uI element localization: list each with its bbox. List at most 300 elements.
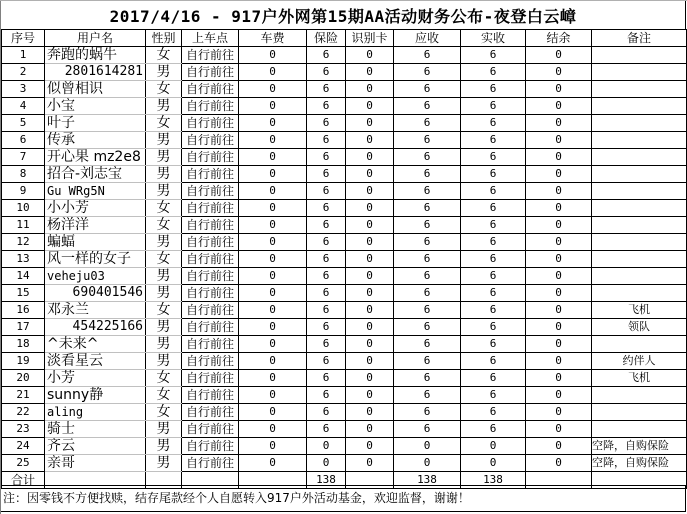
due-cell: 6: [394, 387, 461, 404]
received-cell: 6: [461, 336, 526, 353]
seq-cell: 5: [2, 115, 45, 132]
due-cell: 6: [394, 166, 461, 183]
gender-cell: 女: [146, 370, 182, 387]
balance-cell: 0: [526, 404, 592, 421]
remark-cell: 飞机: [592, 370, 687, 387]
username-cell: sunny静: [45, 387, 146, 404]
gender-cell: 女: [146, 302, 182, 319]
username-cell: aling: [45, 404, 146, 421]
due-cell: 6: [394, 302, 461, 319]
fare-cell: 0: [239, 81, 307, 98]
insurance-cell: 6: [307, 81, 346, 98]
due-cell: 6: [394, 251, 461, 268]
received-cell: 6: [461, 149, 526, 166]
username-cell: 骑士: [45, 421, 146, 438]
gender-cell: 男: [146, 438, 182, 455]
pickup-cell: 自行前往: [182, 455, 239, 472]
id-card-cell: 0: [346, 149, 394, 166]
seq-cell: 9: [2, 183, 45, 200]
balance-cell: 0: [526, 47, 592, 64]
gender-cell: 女: [146, 217, 182, 234]
table-row: [2, 149, 687, 166]
id-card-cell: 0: [346, 166, 394, 183]
username-cell: 淡看星云: [45, 353, 146, 370]
remark-cell: [592, 47, 687, 64]
col-header-id-card: 识别卡: [346, 30, 394, 47]
gender-cell: 女: [146, 200, 182, 217]
remark-cell: [592, 98, 687, 115]
balance-cell: 0: [526, 438, 592, 455]
insurance-cell: 0: [307, 438, 346, 455]
insurance-cell: 6: [307, 183, 346, 200]
balance-cell: 0: [526, 115, 592, 132]
col-header-gender: 性别: [146, 30, 182, 47]
id-card-cell: 0: [346, 455, 394, 472]
total-due: 138: [394, 472, 461, 489]
table-row: [2, 217, 687, 234]
pickup-cell: 自行前往: [182, 353, 239, 370]
id-card-cell: 0: [346, 268, 394, 285]
id-card-cell: 0: [346, 234, 394, 251]
table-row: [2, 421, 687, 438]
due-cell: 6: [394, 319, 461, 336]
received-cell: 6: [461, 115, 526, 132]
seq-cell: 20: [2, 370, 45, 387]
table-row: [2, 319, 687, 336]
balance-cell: 0: [526, 421, 592, 438]
col-header-fare: 车费: [239, 30, 307, 47]
remark-cell: 飞机: [592, 302, 687, 319]
username-cell: 690401546: [45, 285, 146, 302]
username-cell: 似曾相识: [45, 81, 146, 98]
insurance-cell: 6: [307, 353, 346, 370]
fare-cell: 0: [239, 319, 307, 336]
table-row: [2, 200, 687, 217]
pickup-cell: 自行前往: [182, 64, 239, 81]
remark-cell: [592, 234, 687, 251]
table-row: [2, 251, 687, 268]
username-cell: 招合-刘志宝: [45, 166, 146, 183]
received-cell: 6: [461, 285, 526, 302]
pickup-cell: 自行前往: [182, 200, 239, 217]
remark-cell: [592, 166, 687, 183]
fare-cell: 0: [239, 251, 307, 268]
gender-cell: 男: [146, 455, 182, 472]
gender-cell: 女: [146, 387, 182, 404]
id-card-cell: 0: [346, 336, 394, 353]
received-cell: 0: [461, 438, 526, 455]
id-card-cell: 0: [346, 370, 394, 387]
seq-cell: 13: [2, 251, 45, 268]
header-row: [2, 30, 687, 47]
insurance-cell: 6: [307, 285, 346, 302]
remark-cell: [592, 115, 687, 132]
col-header-balance: 结余: [526, 30, 592, 47]
fare-cell: 0: [239, 47, 307, 64]
total-received: 138: [461, 472, 526, 489]
username-cell: 杨洋洋: [45, 217, 146, 234]
remark-cell: 约伴人: [592, 353, 687, 370]
pickup-cell: 自行前往: [182, 98, 239, 115]
balance-cell: 0: [526, 64, 592, 81]
seq-cell: 7: [2, 149, 45, 166]
table-row: [2, 166, 687, 183]
seq-cell: 6: [2, 132, 45, 149]
id-card-cell: 0: [346, 183, 394, 200]
due-cell: 6: [394, 285, 461, 302]
insurance-cell: 6: [307, 234, 346, 251]
insurance-cell: 6: [307, 268, 346, 285]
id-card-cell: 0: [346, 353, 394, 370]
fare-cell: 0: [239, 302, 307, 319]
remark-cell: [592, 336, 687, 353]
username-cell: Gu WRg5N: [45, 183, 146, 200]
received-cell: 6: [461, 268, 526, 285]
totals-label: 合计: [2, 472, 45, 489]
username-cell: 奔跑的蜗牛: [45, 47, 146, 64]
pickup-cell: 自行前往: [182, 183, 239, 200]
due-cell: 6: [394, 234, 461, 251]
insurance-cell: 6: [307, 166, 346, 183]
fare-cell: 0: [239, 217, 307, 234]
seq-cell: 23: [2, 421, 45, 438]
seq-cell: 17: [2, 319, 45, 336]
sheet-title: 2017/4/16 - 917户外网第15期AA活动财务公布-夜登白云嶂: [1, 1, 686, 29]
gender-cell: 女: [146, 81, 182, 98]
fare-cell: 0: [239, 353, 307, 370]
insurance-cell: 6: [307, 200, 346, 217]
username-cell: veheju03: [45, 268, 146, 285]
received-cell: 6: [461, 166, 526, 183]
insurance-cell: 6: [307, 251, 346, 268]
seq-cell: 11: [2, 217, 45, 234]
table-row: [2, 183, 687, 200]
received-cell: 6: [461, 217, 526, 234]
balance-cell: 0: [526, 285, 592, 302]
remark-cell: [592, 421, 687, 438]
insurance-cell: 6: [307, 404, 346, 421]
username-cell: 邓永兰: [45, 302, 146, 319]
balance-cell: 0: [526, 200, 592, 217]
balance-cell: 0: [526, 387, 592, 404]
fare-cell: 0: [239, 455, 307, 472]
received-cell: 6: [461, 132, 526, 149]
id-card-cell: 0: [346, 132, 394, 149]
table-row: [2, 132, 687, 149]
due-cell: 6: [394, 336, 461, 353]
username-cell: 齐云: [45, 438, 146, 455]
balance-cell: 0: [526, 353, 592, 370]
table-row: [2, 268, 687, 285]
remark-cell: [592, 132, 687, 149]
balance-cell: 0: [526, 336, 592, 353]
gender-cell: 男: [146, 183, 182, 200]
fare-cell: 0: [239, 64, 307, 81]
received-cell: 6: [461, 251, 526, 268]
username-cell: 风一样的女子: [45, 251, 146, 268]
gender-cell: 男: [146, 421, 182, 438]
received-cell: 6: [461, 319, 526, 336]
remark-cell: [592, 268, 687, 285]
table-row: [2, 455, 687, 472]
due-cell: 6: [394, 183, 461, 200]
fare-cell: 0: [239, 387, 307, 404]
fare-cell: 0: [239, 149, 307, 166]
fare-cell: 0: [239, 404, 307, 421]
footer-note: 注：因零钱不方便找赎，结存尾款经个人自愿转入917户外活动基金，欢迎监督，谢谢！: [1, 485, 686, 512]
gender-cell: 女: [146, 251, 182, 268]
gender-cell: 男: [146, 64, 182, 81]
received-cell: 6: [461, 64, 526, 81]
col-header-insurance: 保险: [307, 30, 346, 47]
remark-cell: [592, 387, 687, 404]
table-row: [2, 98, 687, 115]
gender-cell: 男: [146, 234, 182, 251]
pickup-cell: 自行前往: [182, 370, 239, 387]
fare-cell: 0: [239, 268, 307, 285]
balance-cell: 0: [526, 98, 592, 115]
remark-cell: [592, 81, 687, 98]
due-cell: 0: [394, 455, 461, 472]
seq-cell: 8: [2, 166, 45, 183]
gender-cell: 男: [146, 98, 182, 115]
received-cell: 6: [461, 183, 526, 200]
gender-cell: 女: [146, 404, 182, 421]
due-cell: 6: [394, 64, 461, 81]
pickup-cell: 自行前往: [182, 47, 239, 64]
pickup-cell: 自行前往: [182, 336, 239, 353]
due-cell: 6: [394, 98, 461, 115]
total-insurance: 138: [307, 472, 346, 489]
received-cell: 6: [461, 404, 526, 421]
remark-cell: [592, 200, 687, 217]
insurance-cell: 6: [307, 98, 346, 115]
pickup-cell: 自行前往: [182, 234, 239, 251]
pickup-cell: 自行前往: [182, 115, 239, 132]
table-row: [2, 387, 687, 404]
due-cell: 6: [394, 268, 461, 285]
gender-cell: 男: [146, 285, 182, 302]
remark-cell: [592, 217, 687, 234]
fare-cell: 0: [239, 166, 307, 183]
seq-cell: 19: [2, 353, 45, 370]
seq-cell: 18: [2, 336, 45, 353]
seq-cell: 2: [2, 64, 45, 81]
due-cell: 6: [394, 132, 461, 149]
balance-cell: 0: [526, 302, 592, 319]
col-header-received: 实收: [461, 30, 526, 47]
balance-cell: 0: [526, 217, 592, 234]
username-cell: ^未来^: [45, 336, 146, 353]
id-card-cell: 0: [346, 387, 394, 404]
seq-cell: 24: [2, 438, 45, 455]
id-card-cell: 0: [346, 421, 394, 438]
balance-cell: 0: [526, 132, 592, 149]
seq-cell: 16: [2, 302, 45, 319]
pickup-cell: 自行前往: [182, 319, 239, 336]
due-cell: 6: [394, 217, 461, 234]
id-card-cell: 0: [346, 404, 394, 421]
table-row: [2, 404, 687, 421]
pickup-cell: 自行前往: [182, 404, 239, 421]
gender-cell: 男: [146, 336, 182, 353]
insurance-cell: 6: [307, 336, 346, 353]
username-cell: 传承: [45, 132, 146, 149]
remark-cell: 领队: [592, 319, 687, 336]
pickup-cell: 自行前往: [182, 421, 239, 438]
insurance-cell: 6: [307, 217, 346, 234]
pickup-cell: 自行前往: [182, 81, 239, 98]
due-cell: 6: [394, 370, 461, 387]
fare-cell: 0: [239, 438, 307, 455]
fare-cell: 0: [239, 132, 307, 149]
fare-cell: 0: [239, 200, 307, 217]
id-card-cell: 0: [346, 319, 394, 336]
balance-cell: 0: [526, 370, 592, 387]
fare-cell: 0: [239, 370, 307, 387]
col-header-due: 应收: [394, 30, 461, 47]
username-cell: 2801614281: [45, 64, 146, 81]
col-header-pickup: 上车点: [182, 30, 239, 47]
balance-cell: 0: [526, 166, 592, 183]
remark-cell: [592, 183, 687, 200]
fare-cell: 0: [239, 421, 307, 438]
pickup-cell: 自行前往: [182, 285, 239, 302]
table-row: [2, 285, 687, 302]
balance-cell: 0: [526, 183, 592, 200]
pickup-cell: 自行前往: [182, 387, 239, 404]
balance-cell: 0: [526, 234, 592, 251]
username-cell: 开心果 mz2e8: [45, 149, 146, 166]
pickup-cell: 自行前往: [182, 268, 239, 285]
insurance-cell: 6: [307, 319, 346, 336]
pickup-cell: 自行前往: [182, 149, 239, 166]
remark-cell: [592, 404, 687, 421]
seq-cell: 21: [2, 387, 45, 404]
received-cell: 6: [461, 200, 526, 217]
seq-cell: 12: [2, 234, 45, 251]
remark-cell: [592, 64, 687, 81]
finance-table: [1, 29, 687, 489]
gender-cell: 女: [146, 47, 182, 64]
col-header-seq: 序号: [2, 30, 45, 47]
remark-cell: [592, 285, 687, 302]
username-cell: 亲哥: [45, 455, 146, 472]
remark-cell: [592, 251, 687, 268]
gender-cell: 男: [146, 268, 182, 285]
table-row: [2, 302, 687, 319]
seq-cell: 25: [2, 455, 45, 472]
insurance-cell: 6: [307, 115, 346, 132]
received-cell: 0: [461, 455, 526, 472]
pickup-cell: 自行前往: [182, 438, 239, 455]
insurance-cell: 6: [307, 64, 346, 81]
due-cell: 6: [394, 115, 461, 132]
id-card-cell: 0: [346, 81, 394, 98]
id-card-cell: 0: [346, 200, 394, 217]
insurance-cell: 0: [307, 455, 346, 472]
table-row: [2, 438, 687, 455]
pickup-cell: 自行前往: [182, 217, 239, 234]
table-row: [2, 81, 687, 98]
id-card-cell: 0: [346, 285, 394, 302]
received-cell: 6: [461, 421, 526, 438]
seq-cell: 3: [2, 81, 45, 98]
gender-cell: 女: [146, 115, 182, 132]
seq-cell: 14: [2, 268, 45, 285]
received-cell: 6: [461, 387, 526, 404]
fare-cell: 0: [239, 336, 307, 353]
col-header-remark: 备注: [592, 30, 687, 47]
id-card-cell: 0: [346, 251, 394, 268]
balance-cell: 0: [526, 81, 592, 98]
received-cell: 6: [461, 370, 526, 387]
id-card-cell: 0: [346, 438, 394, 455]
received-cell: 6: [461, 302, 526, 319]
seq-cell: 15: [2, 285, 45, 302]
id-card-cell: 0: [346, 47, 394, 64]
pickup-cell: 自行前往: [182, 251, 239, 268]
insurance-cell: 6: [307, 132, 346, 149]
id-card-cell: 0: [346, 217, 394, 234]
table-row: [2, 370, 687, 387]
insurance-cell: 6: [307, 302, 346, 319]
balance-cell: 0: [526, 149, 592, 166]
balance-cell: 0: [526, 319, 592, 336]
fare-cell: 0: [239, 98, 307, 115]
pickup-cell: 自行前往: [182, 166, 239, 183]
gender-cell: 男: [146, 353, 182, 370]
gender-cell: 男: [146, 132, 182, 149]
gender-cell: 男: [146, 319, 182, 336]
username-cell: 叶子: [45, 115, 146, 132]
pickup-cell: 自行前往: [182, 302, 239, 319]
remark-cell: 空降，自购保险: [592, 438, 687, 455]
due-cell: 6: [394, 200, 461, 217]
due-cell: 6: [394, 81, 461, 98]
username-cell: 蝙蝠: [45, 234, 146, 251]
fare-cell: 0: [239, 234, 307, 251]
id-card-cell: 0: [346, 302, 394, 319]
remark-cell: [592, 149, 687, 166]
balance-cell: 0: [526, 455, 592, 472]
id-card-cell: 0: [346, 64, 394, 81]
id-card-cell: 0: [346, 98, 394, 115]
table-row: [2, 47, 687, 64]
table-row: [2, 234, 687, 251]
id-card-cell: 0: [346, 115, 394, 132]
received-cell: 6: [461, 353, 526, 370]
insurance-cell: 6: [307, 149, 346, 166]
due-cell: 6: [394, 353, 461, 370]
username-cell: 小芳: [45, 370, 146, 387]
table-row: [2, 115, 687, 132]
insurance-cell: 6: [307, 47, 346, 64]
table-row: [2, 336, 687, 353]
balance-cell: 0: [526, 251, 592, 268]
username-cell: 小宝: [45, 98, 146, 115]
due-cell: 6: [394, 47, 461, 64]
received-cell: 6: [461, 81, 526, 98]
due-cell: 0: [394, 438, 461, 455]
balance-cell: 0: [526, 268, 592, 285]
username-cell: 小小芳: [45, 200, 146, 217]
pickup-cell: 自行前往: [182, 132, 239, 149]
insurance-cell: 6: [307, 387, 346, 404]
seq-cell: 1: [2, 47, 45, 64]
insurance-cell: 6: [307, 370, 346, 387]
seq-cell: 22: [2, 404, 45, 421]
